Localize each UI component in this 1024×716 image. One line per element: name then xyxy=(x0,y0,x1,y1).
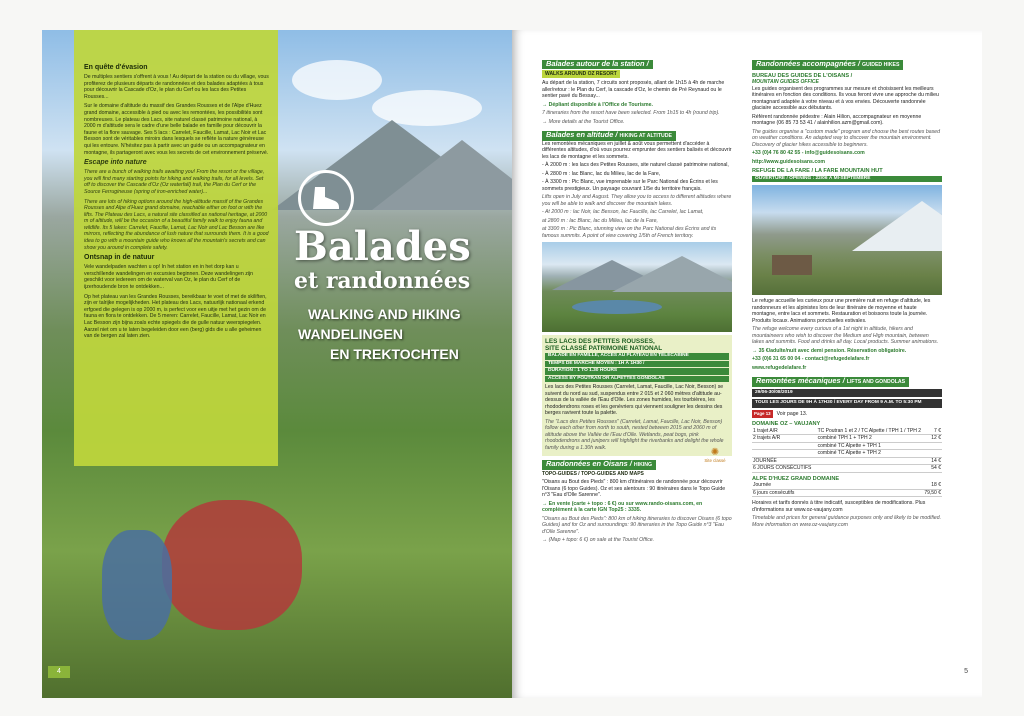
oisans-p3: "Oisans au Bout des Pieds": 800 km of hiking itineraries to discover Oisans (6 topo Guides) and for Oz and surroundings: 90 itineraries in the Topo Guide n°3 "Eau d'Olle Sarenne". xyxy=(542,515,732,535)
guides-p2: Référent randonnée pédestre : Alain Hilion, accompagnateur en moyenne montagne (06 85 73 53 41 / alainhilion.azm@gmail.com). xyxy=(752,113,922,126)
table-row: combiné TC Alpette + TPH 2 xyxy=(752,450,942,458)
fare-opening-bar: OUVERTURE / OPENING : 22/06 À MI-SEPTEMBRE xyxy=(752,176,942,183)
table-row: 6 JOURS CONSÉCUTIFS 54 € xyxy=(753,465,941,471)
brochure-spread xyxy=(42,30,982,698)
right-column-2 xyxy=(752,56,942,666)
guides-head: Randonnées accompagnées / xyxy=(756,59,860,68)
refuge-photo xyxy=(752,185,942,295)
station-head-en: WALKS AROUND OZ RESORT xyxy=(542,70,620,79)
photo-mountain xyxy=(612,256,732,292)
right-page xyxy=(512,30,982,698)
oisans-p4: → (Map + topo: 6 €) on sale at the Tourist Office. xyxy=(542,537,655,543)
lifts-dates: 29/06-30/08/2019 xyxy=(752,389,942,398)
escape-fr-p2: Sur le domaine d'altitude du massif des Grandes Rousses et de l'Alpe d'Huez grand domaine, accessible à pied ou avec les remontées, les possibilités sont nombreuses. Le plateau des Lacs, site naturel classé patrimoine national, à 2000 m d'altitude sera le cadre d'une belle balade en famille pour découvrir la faune et la flore sauvage. Ses 5 lacs : Carrelet, Faucille, Lamat, Lac Noir et Lac Besson sont de véritables miroirs dans lesquels se reflète la nature généreuse qui les entoure. N'hésitez pas à partir avec un guide ou un accompagnateur en montagne, ils partageront avec vous les secrets de cet environnement préservé. xyxy=(84,103,269,156)
lifts-hours: TOUS LES JOURS DE 9H À 17H30 / EVERY DAY FROM 9 A.M. TO 5:30 PM xyxy=(752,399,942,408)
page-tag-icon: Page 13 xyxy=(752,410,773,419)
oisans-head-en: HIKING xyxy=(633,462,653,468)
lakes-bar-4: ACCESS BY POUTRAN OR ALPETTES GONDOLAS xyxy=(545,376,729,383)
page-number-right: 5 xyxy=(964,668,968,675)
fare-head-fr: REFUGE DE LA FARE / xyxy=(752,168,814,174)
lifts-see-text: Voir page 13. xyxy=(776,410,808,417)
altitude-l2: - À 2800 m : lac Blanc, lac du Milieu, lac de la Fare, xyxy=(542,170,661,177)
escape-en-title: Escape into nature xyxy=(84,159,147,167)
site-classe-logo xyxy=(702,448,728,465)
photo-refuge-hut xyxy=(772,255,812,275)
section-head-guides xyxy=(752,60,903,70)
cloud xyxy=(292,60,382,100)
table-row: JOURNÉE 14 € xyxy=(753,457,941,464)
lifts-domain-2: ALPE D'HUEZ GRAND DOMAINE xyxy=(752,475,840,482)
section-head-lifts xyxy=(752,377,909,387)
escape-nl-title: Ontsnap in de natuur xyxy=(84,254,155,262)
lakes-title-2: SITE CLASSÉ PATRIMOINE NATIONAL xyxy=(545,345,663,352)
oisans-p2: → En vente (carte + topo : 6 €) ou sur www.rando-oisans.com, en complément à la carte IGN Top25 : 3335. xyxy=(542,500,703,513)
escape-fr-title: En quête d'évasion xyxy=(84,64,148,71)
guides-sub-1: BUREAU DES GUIDES DE L'OISANS / xyxy=(752,72,853,79)
lifts-p1: Horaires et tarifs donnés à titre indicatif, susceptibles de modifications. Plus d'informations sur www.oz-vaujany.com xyxy=(752,500,926,513)
photo-lake xyxy=(572,300,662,314)
fare-p2: The refuge welcome every curious of a 1st night in altitude, hikers and mountaineers who wish to discover the Medium and High mountain, between lakes and summits. Food and drinks all day. Local products. Summer animations. xyxy=(752,326,939,345)
lakes-bar-1: BALADE EN FAMILLE, ACCÈS AU PLATEAU EN TÉLÉCABINE xyxy=(545,353,729,360)
title-sub: et randonnées xyxy=(294,268,471,294)
escape-en-p1: There are a bunch of walking trails awaiting you! From the resort or the village, you will find many starting points for hiking and walking trails, for all levels. Set off to discover the Cascade d'Oz (Oz waterfall) trail, the Plan du Cerf or the Source Ferrugineuse (spring of iron-enriched water)... xyxy=(84,169,265,195)
oisans-head: Randonnées en Oisans / xyxy=(546,459,632,468)
table-row: 2 trajets A/R combiné TPH 1 + TPH 2 12 € xyxy=(753,435,941,441)
fare-head xyxy=(752,168,942,175)
lakes-info-box xyxy=(542,335,732,463)
hiker-backpack xyxy=(162,500,302,630)
lifts-p2: Timetable and prices for general guidance purposes only and likely to be modified. More information on www.oz-vaujany.com xyxy=(752,515,942,528)
lifts-price-table-1 xyxy=(752,428,942,473)
intro-text-panel xyxy=(74,30,278,466)
lakes-p2: The "Lacs des Petites Rousses" (Carrelet, Lamat, Faucille, Lac Noir, Besson) follow each other from north to south, nested between 2015 and 2060 m of altitude above the Vallée de l'Eau d'Olle. Wetlands, peat bogs, pink rhododendrons and junipers will highlight the riverbanks and delight the whole family during a 1.30h walk. xyxy=(545,418,724,451)
site-classe-logo-text: Site classé xyxy=(704,458,726,463)
altitude-l5: at 2800 m : lac Blanc, lac du Milieu, lac de la Fare, xyxy=(542,217,658,224)
altitude-p2: Lifts open in July and August. They allow you to access to different altitudes where you will be able to walk and discover the mountain lakes. xyxy=(542,194,732,207)
altitude-head: Balades en altitude / xyxy=(546,130,618,139)
guides-sub-2: MOUNTAIN GUIDES OFFICE xyxy=(752,79,819,85)
oisans-sub: TOPO-GUIDES / TOPO-GUIDES AND MAPS xyxy=(542,470,644,477)
fare-head-en: LA FARE MOUNTAIN HUT xyxy=(814,168,883,174)
guides-head-en: GUIDED HIKES xyxy=(861,62,900,68)
escape-en-p2: There are lots of hiking options around the high-altitude massif of the Grandes Rousses and Alpe d'Huez grand domaine, reachable either on foot or with the lifts. The Plateau des Lacs, a natural site classified as national heritage, at 2000 m of altitude, will be the occasion of a beautiful family walk to enjoy fauna and wildlife. Its 5 lakes: Carrelet, Faucille, Lamat, Lac Noir and Lac Besson are like mirrors, reflecting the abundance of lush nature that surrounds them. It is a good idea to go with a mountain guide who knows all the mountain's secrets and can show you around in complete safety. xyxy=(84,198,269,251)
escape-fr-p1: De multiples sentiers s'offrent à vous ! Au départ de la station ou du village, vous profiterez de plusieurs départs de randonnées et des balades adaptées à tous pour découvrir la Cascade d'Oz, le plan du Cerf ou les lacs des Petites Rousses... xyxy=(84,74,269,100)
station-p3: 7 itineraries from the resort have been selected. From 1h15 to 4h (round trip). xyxy=(542,110,720,116)
station-p1: Au départ de la station, 7 circuits sont proposés, allant de 1h15 à 4h de marche aller/retour : le Plan du Cerf, la cascade d'Oz, le chemin de Pré Reynaud ou le sentier pavé du Bessay... xyxy=(542,80,725,99)
section-head-station xyxy=(542,60,653,69)
lakes-p1: Les lacs des Petites Rousses (Carrelet, Lamat, Faucille, Lac Noir, Besson) se suivent du nord au sud, suspendus entre 2 015 et 2 060 mètres d'altitude au-dessus de la vallée de l'Eau d'Olle. Les zones humides, les tourbières, les rhododendrons roses et les genévriers qui viennent souligner les dessins des berges ravivent toute la palette. xyxy=(545,384,724,416)
station-p2: → Dépliant disponible à l'Office de Tourisme. xyxy=(542,101,653,108)
lakes-photo xyxy=(542,242,732,332)
altitude-l1: - À 2000 m : les lacs des Petites Rousses, site naturel classé patrimoine national, xyxy=(542,162,729,168)
table-row: Journée 18 € xyxy=(753,482,941,488)
hiking-boot-icon xyxy=(298,170,354,226)
sun-icon: ✺ xyxy=(710,447,720,458)
left-page-photo xyxy=(42,30,512,698)
photo-snowy-mountain xyxy=(852,201,942,251)
guides-p3: The guides organise a "custom made" program and choose the best routes based on weather conditions. An adapted way to discover the mountain environment. Discovery of glacier hikes accessible to beginners. xyxy=(752,128,940,148)
table-row: 1 trajet A/R TC Poutran 1 et 2 / TC Alpette / TPH 1 / TPH 2 7 € xyxy=(753,427,941,434)
altitude-l3: - À 3300 m : Pic Blanc, vue imprenable sur le Parc National des Écrins et les sommets prestigieux. Un paysage couvrant 1/5e du territoire français. xyxy=(542,179,718,192)
mountain xyxy=(372,140,512,210)
table-row: 6 jours consécutifs 79,50 € xyxy=(753,489,941,496)
station-head: Balades autour de la station / xyxy=(546,59,649,68)
title-main: Balades xyxy=(294,223,471,270)
guides-p1: Les guides organisent des programmes sur mesure et choisissent les meilleurs itinéraires en fonction des conditions. Ils vous feront vivre une approche du milieu montagnard adaptée à votre niveau et à vos envies. Découverte randonnée glaciaire accessible aux débutants. xyxy=(752,85,939,111)
lifts-domain-1: DOMAINE OZ – VAUJANY xyxy=(752,421,821,427)
lakes-bar-2: TEMPS DE MARCHE MOYEN : 1H À 1H30 / xyxy=(545,361,729,368)
fare-p3: → 35 €/adulte/nuit avec demi pension. Réservation obligatoire. xyxy=(752,347,907,354)
station-p4: → More details at the Tourist Office. xyxy=(542,118,625,125)
escape-nl-p1: Vele wandelpaden wachten u op! In het station en in het dorp kan u verschillende wandelingen en excursies beginnen. Deze wandelingen zijn geschikt voor iedereen om de waterval van Oz, le plan du Cerf of de ijzerhoudende bron te ontdekken... xyxy=(84,264,253,291)
section-head-oisans xyxy=(542,460,656,470)
altitude-p1: Les remontées mécaniques en juillet & août vous permettent d'accéder à différentes altitudes, d'où vous pourrez emprunter des sentiers balisés et découvrir les lacs de montagne et les sommets. xyxy=(542,140,732,160)
altitude-l6: at 3300 m : Pic Blanc, stunning view on the Parc National des Écrins and its famous summits. A point of view covering 1/5th of French territory. xyxy=(542,226,717,239)
right-column-1 xyxy=(542,56,732,666)
lifts-head-en: LIFTS AND GONDOLAS xyxy=(846,379,906,385)
oisans-p1: "Oisans au Bout des Pieds" : 800 km d'itinéraires de randonnée pour découvrir l'Oisans (6 topo Guides). Oz et ses alentours : 90 itinéraires dans le Topo Guide n°3 "Eau d'Olle Sarenne". xyxy=(542,479,726,498)
section-head-altitude xyxy=(542,131,676,141)
escape-nl-p2: Op het plateau van les Grandes Rousses, bereikbaar te voet of met de skiliften, zijn er talrijke mogelijkheden. Het plateau des Lacs, natuurlijk nationaal erkend erfgoed die gelegen is op 2000 m, is perfect voor een uitje met het gezin om de fauna en flora te ontdekken. De 5 meren: Carrelet, Faucille, Lamat, Lac Noir en Lac Besson zijn bijna zoals echte spiegels die de gulle natuur weerspiegelen. Aarzel niet om u te laten begeleiden door een (berg) gids die u alle geheimen van de bergen zal laten zien. xyxy=(84,293,267,340)
lakes-title-1: LES LACS DES PETITES ROUSSES, xyxy=(545,338,655,345)
altitude-l4: - At 2000 m : lac Noir, lac Besson, lac Faucille, lac Carrelet, lac Lamat, xyxy=(542,209,704,215)
table-row: combiné TC Alpette + TPH 1 xyxy=(752,442,942,450)
fare-web[interactable]: www.refugedelafare.fr xyxy=(752,364,807,371)
title-nl-line2: EN TREKTOCHTEN xyxy=(330,346,459,362)
lifts-head: Remontées mécaniques / xyxy=(756,376,845,385)
hiker-child xyxy=(102,530,172,640)
fare-p1: Le refuge accueille les curieux pour une première nuit en refuge d'altitude, les randonneurs et les alpinistes lors de leur itinéraire de moyenne et haute montagne, entre lacs et sommets. Restauration et boissons toute la journée. Produits locaux. Animations ponctuelles estivales. xyxy=(752,298,931,324)
guides-tel: +33 (0)4 76 80 42 55 - info@guidesoisans.com xyxy=(752,150,865,156)
altitude-head-en: HIKING AT ALTITUDE xyxy=(619,133,672,139)
title-nl-line1: WANDELINGEN xyxy=(298,326,403,342)
guides-web[interactable]: http://www.guidesoisans.com xyxy=(752,158,826,165)
title-en: WALKING AND HIKING xyxy=(308,306,461,322)
lakes-bar-3: DURATION : 1 TO 1.30 HOURS xyxy=(545,368,729,375)
lifts-price-table-2 xyxy=(752,482,942,497)
fare-tel: +33 (0)6 31 65 00 04 - contact@refugedelafare.fr xyxy=(752,356,870,362)
lifts-see-page xyxy=(752,410,942,419)
page-number-left: 4 xyxy=(48,666,70,678)
